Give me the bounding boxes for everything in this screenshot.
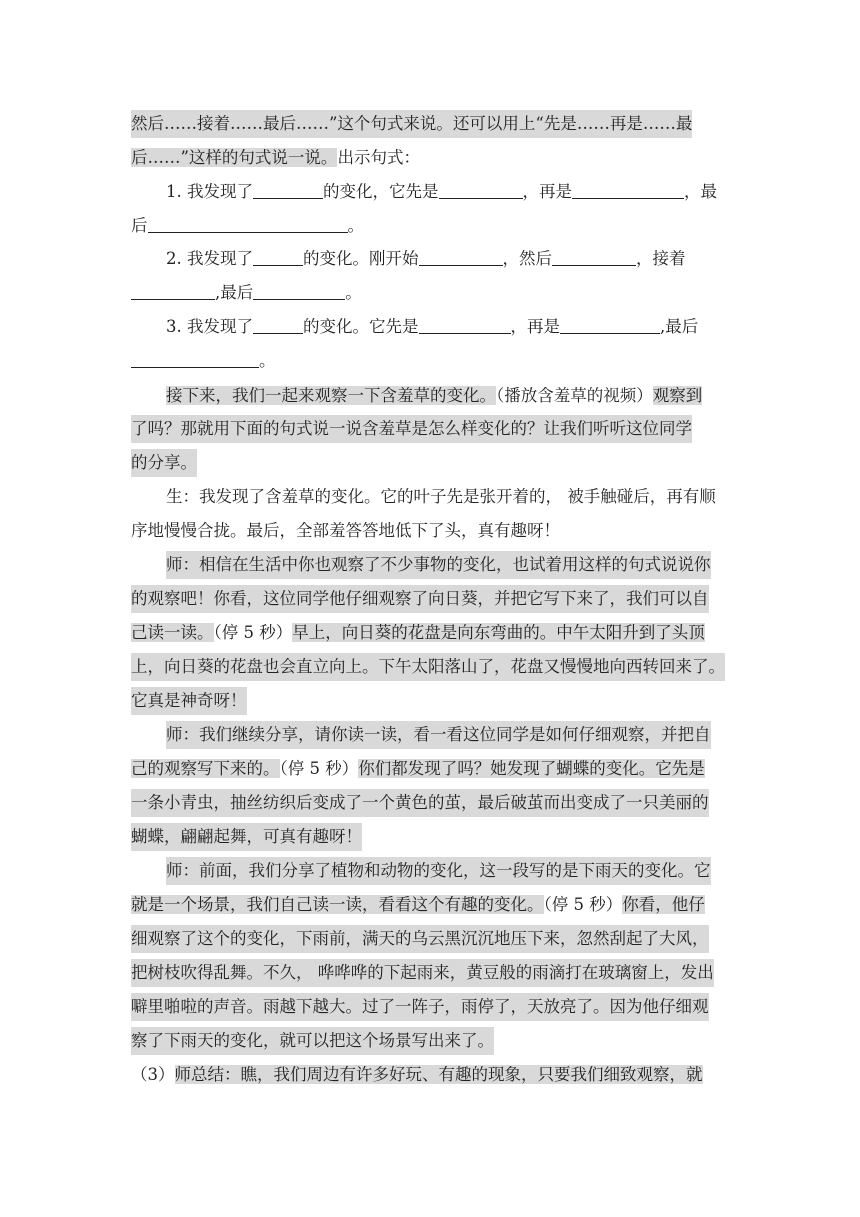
rain-line-4: 把树枝吹得乱舞。不久， 哗哗哗的下起雨来，黄豆般的雨滴打在玻璃窗上，发出	[131, 959, 714, 987]
sentence-pattern-1-cont: 后 。	[131, 212, 364, 240]
rain-line-2: 就是一个场景，我们自己读一读，看看这个有趣的变化。（停 5 秒）你看，他仔	[131, 895, 705, 914]
mimosa-line-3: 的分享。	[131, 449, 197, 477]
sunflower-line-1: 师：相信在生活中你也观察了不少事物的变化，也试着用这样的句式说说你	[166, 551, 711, 579]
sunflower-line-2: 的观察吧！你看，这位同学他仔细观察了向日葵，并把它写下来了，我们可以自	[131, 585, 709, 613]
sentence-1-number: 1.	[166, 182, 182, 201]
fill-blank[interactable]	[253, 279, 345, 300]
student-line-2: 序地慢慢合拢。最后，全部羞答答地低下了头，真有趣呀！	[131, 521, 560, 540]
sentence-pattern-1: 1. 我发现了 的变化，它先是 ，再是 ，最	[166, 178, 717, 206]
sentence-2-number: 2.	[166, 249, 182, 268]
summary-line-1: （3）师总结：瞧，我们周边有许多好玩、有趣的现象，只要我们细致观察，就	[131, 1065, 703, 1084]
sunflower-line-4: 上，向日葵的花盘也会直立向上。下午太阳落山了，花盘又慢慢地向西转回来了。	[131, 653, 725, 681]
summary-number: （3）	[131, 1065, 175, 1084]
sentence-3-number: 3.	[166, 317, 182, 336]
sunflower-line-5: 它真是神奇呀！	[131, 687, 247, 715]
intro-line-1: 然后……接着……最后……”这个句式来说。还可以用上“先是……再是……最	[131, 110, 692, 138]
fill-blank[interactable]	[253, 178, 323, 199]
sentence-pattern-2: 2. 我发现了 的变化。刚开始 ，然后 ，接着	[166, 245, 686, 273]
student-line-1: 生：我发现了含羞草的变化。它的叶子先是张开着的， 被手触碰后，再有顺	[166, 487, 716, 506]
fill-blank[interactable]	[253, 245, 303, 266]
sentence-pattern-3-cont: 。	[131, 347, 276, 375]
fill-blank[interactable]	[552, 245, 636, 266]
fill-blank[interactable]	[419, 245, 503, 266]
rain-line-1: 师：前面，我们分享了植物和动物的变化，这一段写的是下雨天的变化。它	[166, 857, 711, 885]
intro-line-2a: 后……”这样的句式说一说。	[131, 148, 338, 167]
fill-blank[interactable]	[439, 178, 523, 199]
fill-blank[interactable]	[131, 347, 259, 368]
fill-blank[interactable]	[419, 313, 511, 334]
fill-blank[interactable]	[560, 313, 660, 334]
mimosa-line-1: 接下来，我们一起来观察一下含羞草的变化。（播放含羞草的视频）观察到	[166, 386, 703, 405]
sentence-pattern-2-cont: ,最后 。	[131, 279, 362, 307]
intro-line-2	[131, 144, 420, 172]
intro-line-2b: 出示句式：	[337, 148, 420, 167]
fill-blank[interactable]	[148, 212, 348, 233]
fill-blank[interactable]	[572, 178, 684, 199]
sunflower-line-3: 己读一读。（停 5 秒）早上，向日葵的花盘是向东弯曲的。中午太阳升到了头顶	[131, 623, 705, 642]
mimosa-line-2: 了吗？那就用下面的句式说一说含羞草是怎么样变化的？让我们听听这位同学	[131, 415, 692, 443]
butterfly-line-4: 蝴蝶，翩翩起舞，可真有趣呀！	[131, 823, 362, 851]
butterfly-line-1: 师：我们继续分享，请你读一读，看一看这位同学是如何仔细观察，并把自	[166, 721, 711, 749]
rain-line-5: 噼里啪啦的声音。雨越下越大。过了一阵子，雨停了，天放亮了。因为他仔细观	[131, 993, 709, 1021]
fill-blank[interactable]	[131, 279, 215, 300]
rain-line-6: 察了下雨天的变化，就可以把这个场景写出来了。	[131, 1027, 494, 1055]
fill-blank[interactable]	[253, 313, 303, 334]
butterfly-line-2: 己的观察写下来的。（停 5 秒）你们都发现了吗？她发现了蝴蝶的变化。它先是	[131, 759, 705, 778]
butterfly-line-3: 一条小青虫，抽丝纺织后变成了一个黄色的茧，最后破茧而出变成了一只美丽的	[131, 789, 709, 817]
sentence-pattern-3: 3. 我发现了 的变化。它先是 ，再是 ,最后	[166, 313, 698, 341]
rain-line-3: 细观察了这个的变化，下雨前，满天的乌云黑沉沉地压下来，忽然刮起了大风，	[131, 925, 709, 953]
